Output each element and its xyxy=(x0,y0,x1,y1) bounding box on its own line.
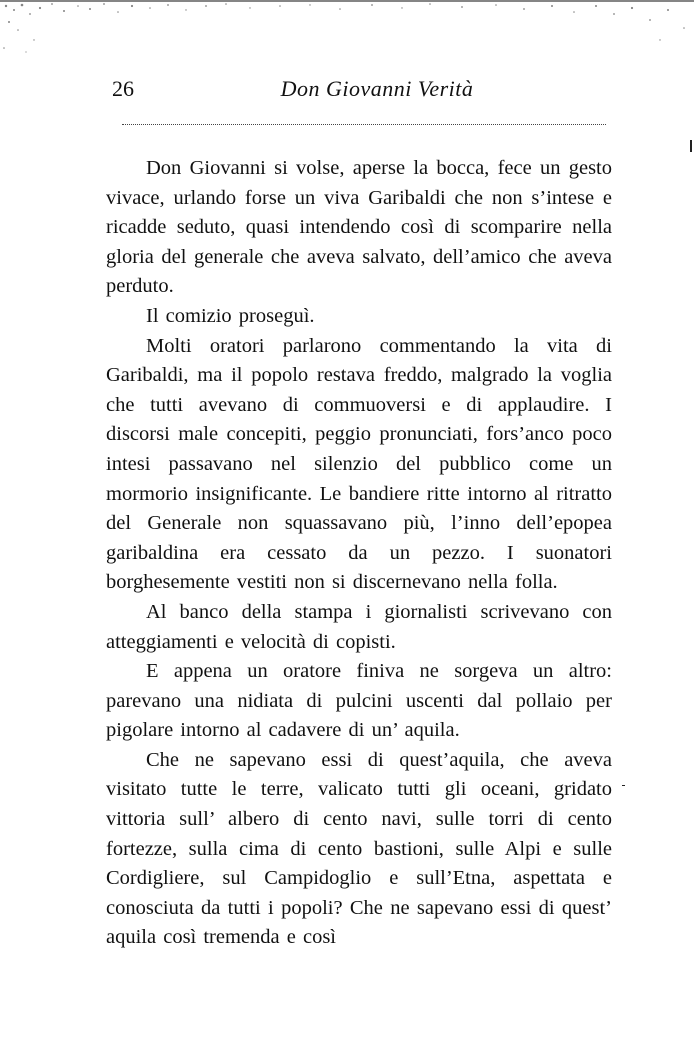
scan-noise-top xyxy=(0,0,694,60)
page-number: 26 xyxy=(112,76,134,101)
paragraph: Che ne sapevano essi di quest’aquila, che aveva visitato tutte le terre, valicato tutti gli oceani, gridato vittoria sull’ albero di cento navi, sulle torri di cento fortezze, sulla cima di cento bastioni, sulle Alpi e sulle Cordigliere, sul Campidoglio e sull’Etna, aspettata e conosciuta da tutti i popoli? Che ne sapevano essi di quest’ aquila così tremenda e così xyxy=(106,748,612,949)
paragraph: Don Giovanni si volse, aperse la bocca, fece un gesto vivace, urlando forse un viva Garibaldi che non s’intese e ricadde seduto, quasi intendendo così di scomparire nella gloria del generale che aveva salvato, dell’amico che aveva perduto. xyxy=(106,157,612,298)
paragraph: E appena un oratore finiva ne sorgeva un altro: parevano una nidiata di pulcini uscenti dal pollaio per pigolare intorno al cadavere di un’ aquila. xyxy=(106,660,612,742)
body-text xyxy=(106,154,612,953)
header-divider xyxy=(122,124,606,125)
running-header xyxy=(112,76,612,108)
scan-edge-mark xyxy=(690,140,692,152)
paragraph: Il comizio proseguì. xyxy=(146,304,315,327)
scan-edge-mark xyxy=(622,785,625,786)
paragraph: Molti oratori parlarono commentando la vita di Garibaldi, ma il popolo restava freddo, malgrado la voglia che tutti avevano di commuoversi e di applaudire. I discorsi male concepiti, peggio pronunciati, fors’anco poco intesi passavano nel silenzio del pubblico come un mormorio insignificante. Le bandiere ritte intorno al ritratto del Generale non squassavano più, l’inno dell’epopea garibaldina era cessato da un pezzo. I suonatori borghesemente vestiti non si discernevano nella folla. xyxy=(106,334,612,594)
running-title: Don Giovanni Verità xyxy=(280,76,474,101)
paragraph: Al banco della stampa i giornalisti scrivevano con atteggiamenti e velocità di copisti. xyxy=(106,600,612,653)
